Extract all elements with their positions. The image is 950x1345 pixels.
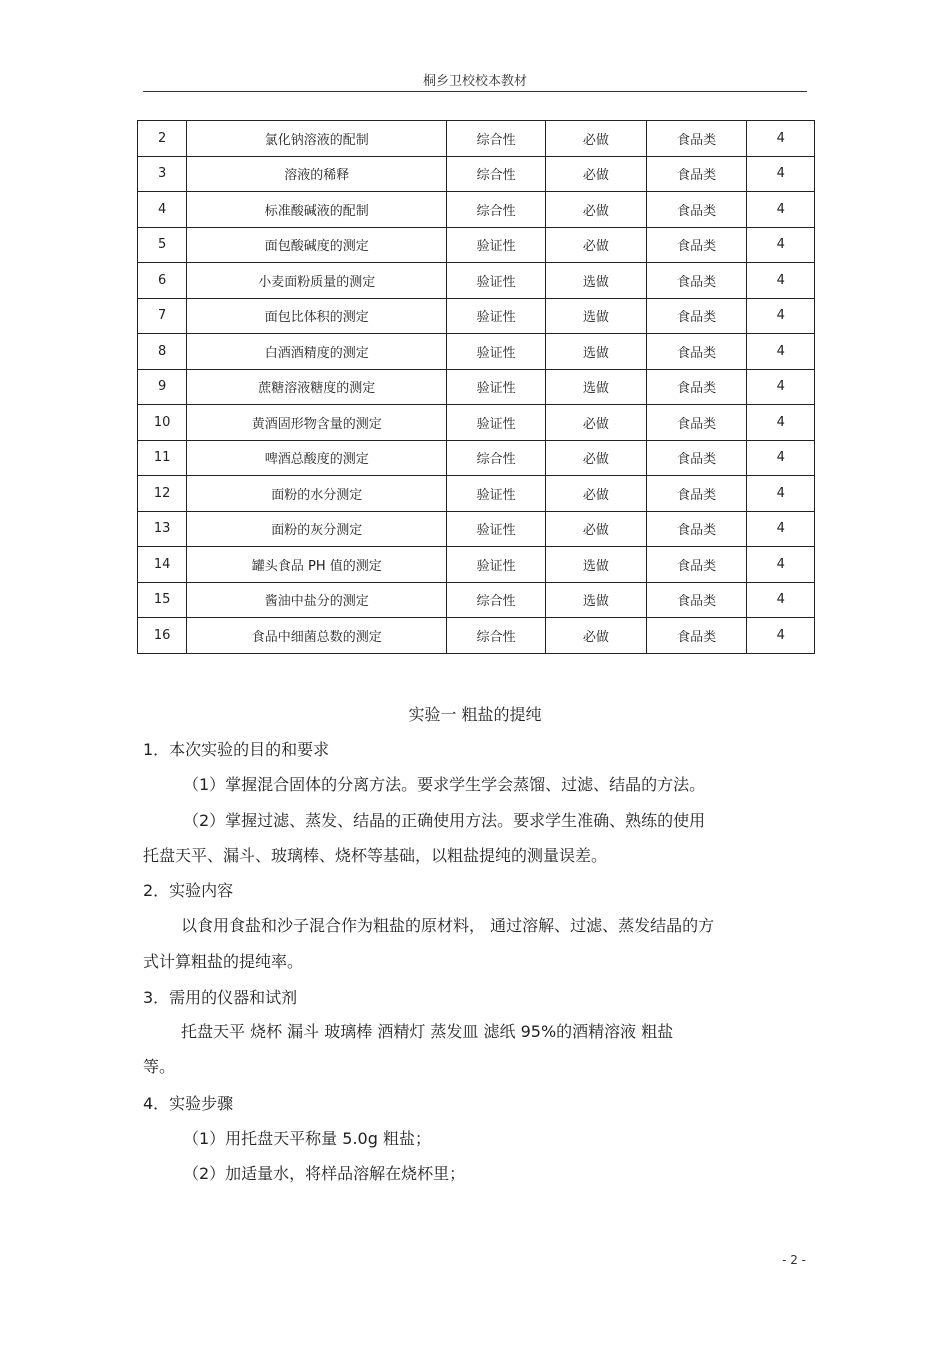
cell-hours: 4 [747, 334, 815, 370]
step-2: （2）加适量水，将样品溶解在烧杯里； [183, 1164, 466, 1183]
cell-type: 验证性 [447, 263, 546, 299]
cell-requirement: 必做 [545, 156, 646, 192]
table-row [138, 618, 815, 654]
cell-number: 9 [138, 369, 187, 405]
cell-experiment-name: 溶液的稀释 [187, 156, 447, 192]
header-title: 桐乡卫校校本教材 [422, 74, 527, 89]
cell-requirement: 选做 [545, 334, 646, 370]
cell-category: 食品类 [646, 618, 747, 654]
cell-requirement: 必做 [545, 511, 646, 547]
cell-category: 食品类 [646, 547, 747, 583]
content-line2: 式计算粗盐的提纯率。 [143, 952, 304, 971]
objective-1: （1）掌握混合固体的分离方法。要求学生学会蒸馏、过滤、结晶的方法。 [183, 775, 706, 794]
cell-number: 2 [138, 121, 187, 157]
table-row [138, 263, 815, 299]
cell-category: 食品类 [646, 334, 747, 370]
table-row [138, 547, 815, 583]
cell-requirement: 选做 [545, 369, 646, 405]
cell-number: 7 [138, 298, 187, 334]
cell-type: 综合性 [447, 440, 546, 476]
cell-type: 验证性 [447, 298, 546, 334]
cell-hours: 4 [747, 618, 815, 654]
cell-number: 10 [138, 405, 187, 441]
cell-number: 15 [138, 582, 187, 618]
cell-experiment-name: 白酒酒精度的测定 [187, 334, 447, 370]
cell-number: 3 [138, 156, 187, 192]
table-row [138, 369, 815, 405]
cell-requirement: 必做 [545, 227, 646, 263]
cell-experiment-name: 啤酒总酸度的测定 [187, 440, 447, 476]
cell-experiment-name: 标准酸碱液的配制 [187, 192, 447, 228]
cell-experiment-name: 蔗糖溶液糖度的测定 [187, 369, 447, 405]
cell-category: 食品类 [646, 298, 747, 334]
heading-steps: 4．实验步骤 [143, 1094, 234, 1113]
cell-requirement: 选做 [545, 298, 646, 334]
cell-type: 综合性 [447, 618, 546, 654]
cell-hours: 4 [747, 405, 815, 441]
cell-requirement: 必做 [545, 121, 646, 157]
page-number: - 2 - [782, 1253, 806, 1267]
step-1: （1）用托盘天平称量 5.0g 粗盐； [183, 1129, 431, 1148]
cell-hours: 4 [747, 369, 815, 405]
cell-number: 8 [138, 334, 187, 370]
cell-category: 食品类 [646, 227, 747, 263]
cell-type: 验证性 [447, 405, 546, 441]
cell-category: 食品类 [646, 121, 747, 157]
instruments-line2: 等。 [143, 1057, 176, 1076]
cell-category: 食品类 [646, 156, 747, 192]
cell-experiment-name: 面包酸碱度的测定 [187, 227, 447, 263]
cell-requirement: 必做 [545, 440, 646, 476]
heading-instruments: 3．需用的仪器和试剂 [143, 988, 298, 1007]
cell-experiment-name: 罐头食品 PH 值的测定 [187, 547, 447, 583]
cell-number: 14 [138, 547, 187, 583]
cell-hours: 4 [747, 298, 815, 334]
cell-experiment-name: 氯化钠溶液的配制 [187, 121, 447, 157]
cell-experiment-name: 面包比体积的测定 [187, 298, 447, 334]
cell-category: 食品类 [646, 405, 747, 441]
cell-hours: 4 [747, 511, 815, 547]
cell-requirement: 选做 [545, 582, 646, 618]
table-row [138, 121, 815, 157]
cell-hours: 4 [747, 263, 815, 299]
cell-number: 5 [138, 227, 187, 263]
cell-category: 食品类 [646, 263, 747, 299]
cell-requirement: 选做 [545, 547, 646, 583]
cell-type: 验证性 [447, 476, 546, 512]
cell-type: 验证性 [447, 369, 546, 405]
table-row [138, 511, 815, 547]
cell-number: 13 [138, 511, 187, 547]
cell-category: 食品类 [646, 511, 747, 547]
cell-requirement: 必做 [545, 618, 646, 654]
section-title: 实验一 粗盐的提纯 [408, 705, 542, 724]
cell-type: 综合性 [447, 582, 546, 618]
cell-hours: 4 [747, 476, 815, 512]
cell-type: 验证性 [447, 511, 546, 547]
cell-type: 综合性 [447, 192, 546, 228]
cell-hours: 4 [747, 440, 815, 476]
cell-hours: 4 [747, 582, 815, 618]
cell-number: 6 [138, 263, 187, 299]
cell-category: 食品类 [646, 369, 747, 405]
cell-experiment-name: 面粉的灰分测定 [187, 511, 447, 547]
table-row [138, 192, 815, 228]
cell-category: 食品类 [646, 476, 747, 512]
cell-experiment-name: 小麦面粉质量的测定 [187, 263, 447, 299]
cell-hours: 4 [747, 547, 815, 583]
cell-requirement: 选做 [545, 263, 646, 299]
cell-requirement: 必做 [545, 405, 646, 441]
header-rule [143, 91, 807, 92]
cell-type: 验证性 [447, 227, 546, 263]
cell-hours: 4 [747, 156, 815, 192]
table-row [138, 227, 815, 263]
cell-category: 食品类 [646, 440, 747, 476]
cell-number: 16 [138, 618, 187, 654]
cell-number: 4 [138, 192, 187, 228]
objective-2-line1: （2）掌握过滤、蒸发、结晶的正确使用方法。要求学生准确、熟练的使用 [183, 811, 706, 830]
cell-hours: 4 [747, 121, 815, 157]
table-row [138, 298, 815, 334]
cell-type: 验证性 [447, 547, 546, 583]
cell-requirement: 必做 [545, 192, 646, 228]
cell-category: 食品类 [646, 582, 747, 618]
objective-2-line2: 托盘天平、漏斗、玻璃棒、烧杯等基础，以粗盐提纯的测量误差。 [143, 846, 608, 865]
cell-hours: 4 [747, 227, 815, 263]
heading-content: 2．实验内容 [143, 881, 234, 900]
cell-category: 食品类 [646, 192, 747, 228]
cell-experiment-name: 食品中细菌总数的测定 [187, 618, 447, 654]
cell-experiment-name: 酱油中盐分的测定 [187, 582, 447, 618]
table-row [138, 334, 815, 370]
table-row [138, 156, 815, 192]
cell-type: 综合性 [447, 156, 546, 192]
instruments-line1: 托盘天平 烧杯 漏斗 玻璃棒 酒精灯 蒸发皿 滤纸 95%的酒精溶液 粗盐 [181, 1022, 674, 1041]
table-row [138, 405, 815, 441]
experiment-table [137, 120, 815, 654]
content-line1: 以食用食盐和沙子混合作为粗盐的原材料， 通过溶解、过滤、蒸发结晶的方 [181, 916, 715, 935]
cell-number: 11 [138, 440, 187, 476]
table-row [138, 476, 815, 512]
cell-number: 12 [138, 476, 187, 512]
cell-requirement: 必做 [545, 476, 646, 512]
table-row [138, 440, 815, 476]
table-row [138, 582, 815, 618]
cell-type: 验证性 [447, 334, 546, 370]
cell-type: 综合性 [447, 121, 546, 157]
cell-experiment-name: 黄酒固形物含量的测定 [187, 405, 447, 441]
cell-hours: 4 [747, 192, 815, 228]
cell-experiment-name: 面粉的水分测定 [187, 476, 447, 512]
heading-objectives: 1．本次实验的目的和要求 [143, 740, 330, 759]
